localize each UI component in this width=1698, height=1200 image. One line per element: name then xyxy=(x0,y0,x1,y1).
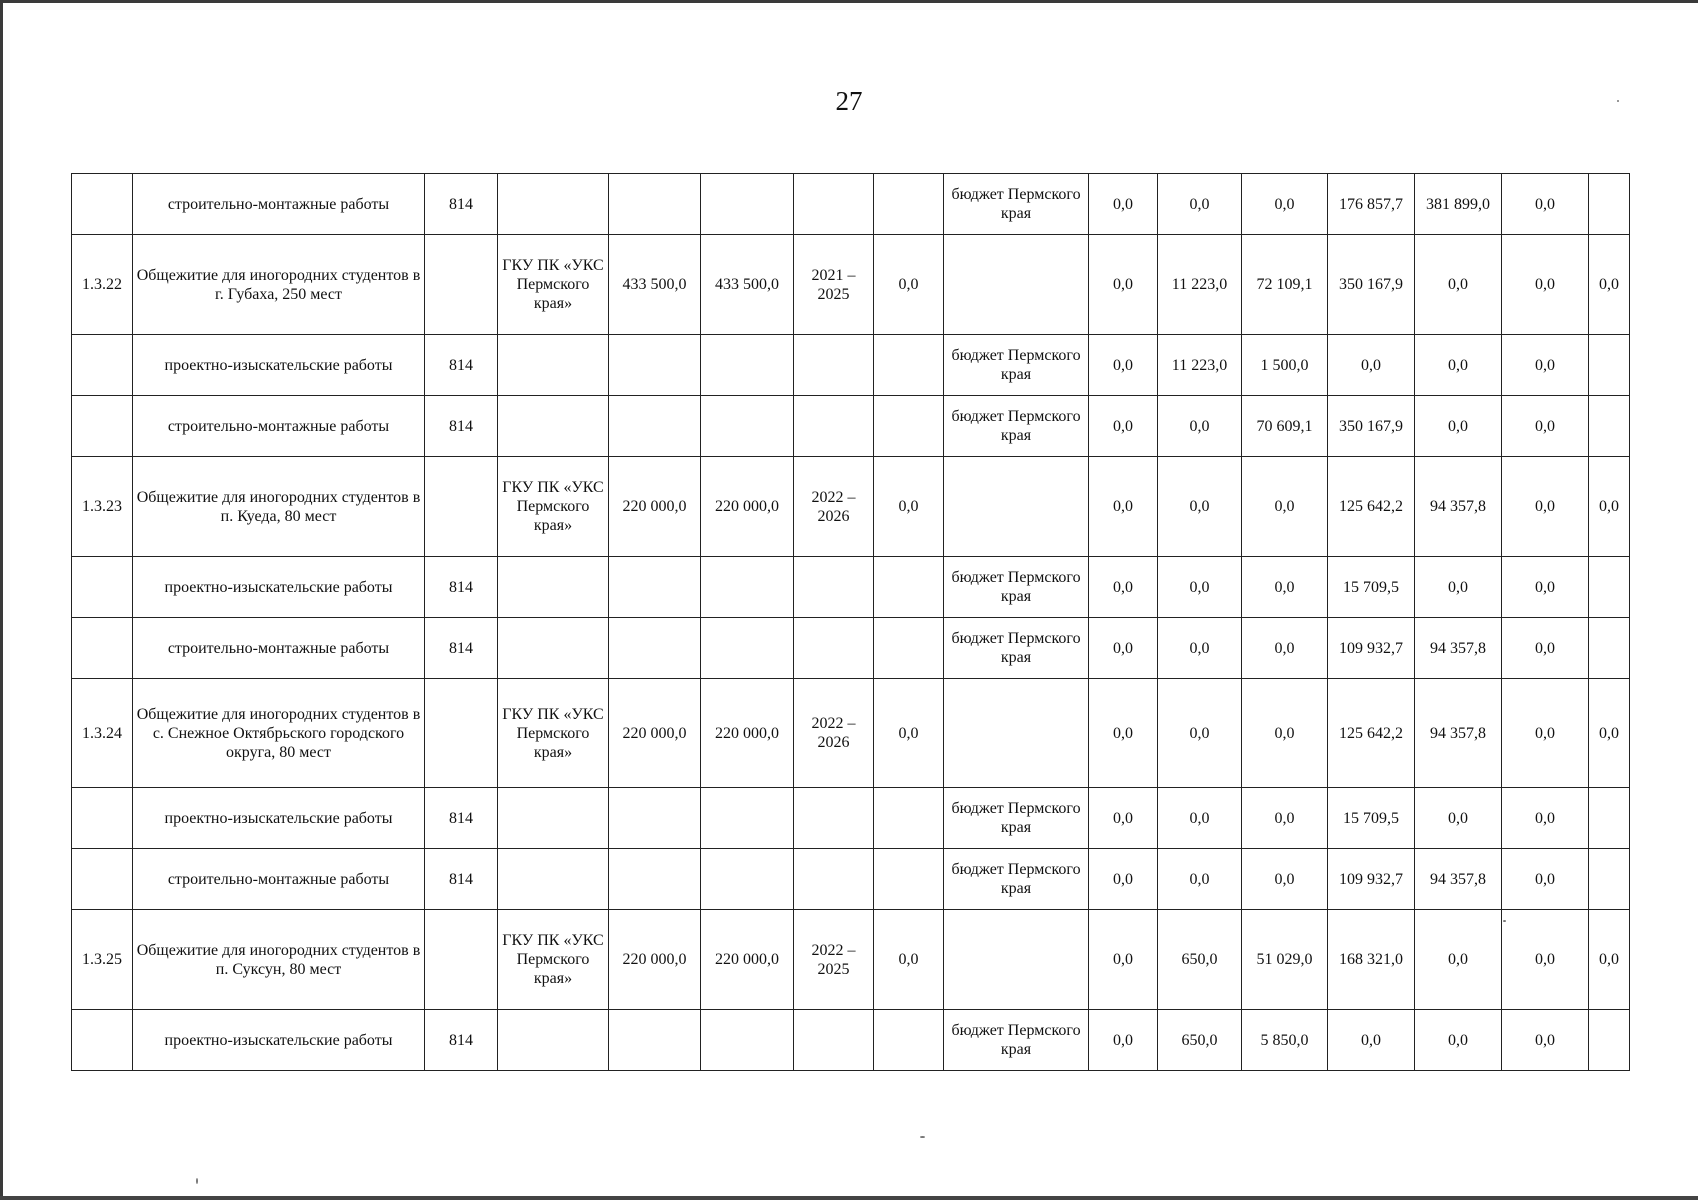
year-amount-cell: 0,0 xyxy=(1415,788,1502,849)
prior-funding-cell xyxy=(874,788,944,849)
year-amount-cell: 176 857,7 xyxy=(1328,174,1415,235)
table-subrow xyxy=(72,788,1630,849)
year-amount-cell: 0,0 xyxy=(1242,788,1328,849)
year-amount-cell: 15 709,5 xyxy=(1328,557,1415,618)
estimated-cost-cell xyxy=(609,788,701,849)
item-name-cell: проектно-изыскательские работы xyxy=(133,788,425,849)
scan-speck xyxy=(920,1136,925,1138)
table-subrow xyxy=(72,335,1630,396)
year-amount-cell: 0,0 xyxy=(1328,1010,1415,1071)
year-amount-cell: 0,0 xyxy=(1502,788,1589,849)
prior-funding-cell xyxy=(874,396,944,457)
table-subrow xyxy=(72,396,1630,457)
period-cell: 2022 – 2025 xyxy=(794,910,874,1010)
year-amount-cell: 0,0 xyxy=(1089,849,1158,910)
year-amount-cell: 0,0 xyxy=(1158,618,1242,679)
period-cell xyxy=(794,335,874,396)
table-row xyxy=(72,235,1630,335)
period-cell xyxy=(794,174,874,235)
year-amount-cell: 0,0 xyxy=(1089,788,1158,849)
year-amount-cell: 0,0 xyxy=(1089,235,1158,335)
period-cell xyxy=(794,788,874,849)
year-amount-cell: 0,0 xyxy=(1415,557,1502,618)
funding-source-cell: бюджет Пермского края xyxy=(944,335,1089,396)
scan-speck xyxy=(196,1178,198,1184)
year-amount-cell: 94 357,8 xyxy=(1415,679,1502,788)
total-cost-cell xyxy=(701,788,794,849)
year-amount-cell: 0,0 xyxy=(1502,849,1589,910)
budget-code-cell xyxy=(425,235,498,335)
total-cost-cell xyxy=(701,396,794,457)
funding-source-cell: бюджет Пермского края xyxy=(944,557,1089,618)
row-number-cell xyxy=(72,335,133,396)
funding-source-cell: бюджет Пермского края xyxy=(944,396,1089,457)
year-amount-cell xyxy=(1589,396,1630,457)
estimated-cost-cell xyxy=(609,849,701,910)
budget-code-cell: 814 xyxy=(425,335,498,396)
total-cost-cell: 220 000,0 xyxy=(701,457,794,557)
year-amount-cell: 125 642,2 xyxy=(1328,457,1415,557)
year-amount-cell: 0,0 xyxy=(1415,910,1502,1010)
year-amount-cell: 11 223,0 xyxy=(1158,235,1242,335)
year-amount-cell: 0,0 xyxy=(1089,557,1158,618)
estimated-cost-cell xyxy=(609,174,701,235)
year-amount-cell: 0,0 xyxy=(1415,335,1502,396)
estimated-cost-cell xyxy=(609,1010,701,1071)
table-subrow xyxy=(72,557,1630,618)
year-amount-cell: 109 932,7 xyxy=(1328,618,1415,679)
period-cell xyxy=(794,849,874,910)
executor-cell xyxy=(498,788,609,849)
total-cost-cell xyxy=(701,1010,794,1071)
year-amount-cell: 0,0 xyxy=(1415,235,1502,335)
year-amount-cell: 72 109,1 xyxy=(1242,235,1328,335)
row-number-cell xyxy=(72,557,133,618)
year-amount-cell: 125 642,2 xyxy=(1328,679,1415,788)
table-row xyxy=(72,679,1630,788)
year-amount-cell xyxy=(1589,557,1630,618)
year-amount-cell: 350 167,9 xyxy=(1328,235,1415,335)
total-cost-cell xyxy=(701,557,794,618)
row-number-cell xyxy=(72,1010,133,1071)
item-name-cell: строительно-монтажные работы xyxy=(133,396,425,457)
year-amount-cell: 0,0 xyxy=(1158,788,1242,849)
year-amount-cell: 0,0 xyxy=(1089,910,1158,1010)
row-number-cell: 1.3.25 xyxy=(72,910,133,1010)
total-cost-cell xyxy=(701,618,794,679)
row-number-cell: 1.3.24 xyxy=(72,679,133,788)
year-amount-cell: 1 500,0 xyxy=(1242,335,1328,396)
item-name-cell: проектно-изыскательские работы xyxy=(133,557,425,618)
year-amount-cell: 168 321,0 xyxy=(1328,910,1415,1010)
period-cell: 2022 – 2026 xyxy=(794,679,874,788)
year-amount-cell: 0,0 xyxy=(1242,849,1328,910)
scan-edge-top xyxy=(0,0,1698,3)
funding-source-cell: бюджет Пермского края xyxy=(944,788,1089,849)
funding-source-cell: бюджет Пермского края xyxy=(944,849,1089,910)
executor-cell xyxy=(498,557,609,618)
item-name-cell: Общежитие для иногородних студентов в г. Губаха, 250 мест xyxy=(133,235,425,335)
year-amount-cell xyxy=(1589,335,1630,396)
year-amount-cell: 0,0 xyxy=(1089,174,1158,235)
scan-speck xyxy=(1503,920,1506,922)
item-name-cell: Общежитие для иногородних студентов в п. Суксун, 80 мест xyxy=(133,910,425,1010)
estimated-cost-cell: 220 000,0 xyxy=(609,457,701,557)
year-amount-cell: 109 932,7 xyxy=(1328,849,1415,910)
year-amount-cell: 0,0 xyxy=(1158,457,1242,557)
year-amount-cell: 0,0 xyxy=(1502,618,1589,679)
estimated-cost-cell xyxy=(609,618,701,679)
budget-code-cell: 814 xyxy=(425,618,498,679)
table-subrow xyxy=(72,618,1630,679)
item-name-cell: проектно-изыскательские работы xyxy=(133,335,425,396)
year-amount-cell: 0,0 xyxy=(1589,910,1630,1010)
year-amount-cell xyxy=(1589,788,1630,849)
row-number-cell xyxy=(72,788,133,849)
budget-code-cell xyxy=(425,457,498,557)
period-cell: 2021 – 2025 xyxy=(794,235,874,335)
prior-funding-cell xyxy=(874,849,944,910)
year-amount-cell: 94 357,8 xyxy=(1415,849,1502,910)
table-row xyxy=(72,457,1630,557)
page-number: 27 xyxy=(835,86,863,116)
budget-code-cell xyxy=(425,910,498,1010)
year-amount-cell: 0,0 xyxy=(1502,235,1589,335)
total-cost-cell: 433 500,0 xyxy=(701,235,794,335)
scan-edge-bottom xyxy=(0,1196,1698,1200)
prior-funding-cell xyxy=(874,1010,944,1071)
year-amount-cell: 0,0 xyxy=(1158,396,1242,457)
year-amount-cell: 0,0 xyxy=(1502,396,1589,457)
year-amount-cell: 0,0 xyxy=(1589,235,1630,335)
year-amount-cell: 0,0 xyxy=(1502,457,1589,557)
year-amount-cell: 0,0 xyxy=(1502,174,1589,235)
item-name-cell: строительно-монтажные работы xyxy=(133,849,425,910)
year-amount-cell: 94 357,8 xyxy=(1415,457,1502,557)
row-number-cell xyxy=(72,618,133,679)
year-amount-cell: 650,0 xyxy=(1158,910,1242,1010)
budget-table xyxy=(71,173,1630,1071)
year-amount-cell: 15 709,5 xyxy=(1328,788,1415,849)
year-amount-cell xyxy=(1589,849,1630,910)
year-amount-cell: 11 223,0 xyxy=(1158,335,1242,396)
total-cost-cell xyxy=(701,335,794,396)
executor-cell: ГКУ ПК «УКС Пермского края» xyxy=(498,235,609,335)
executor-cell xyxy=(498,174,609,235)
year-amount-cell: 0,0 xyxy=(1589,457,1630,557)
total-cost-cell xyxy=(701,174,794,235)
year-amount-cell: 0,0 xyxy=(1328,335,1415,396)
funding-source-cell: бюджет Пермского края xyxy=(944,174,1089,235)
funding-source-cell: бюджет Пермского края xyxy=(944,618,1089,679)
table-subrow xyxy=(72,1010,1630,1071)
table-body xyxy=(72,174,1630,1071)
year-amount-cell: 0,0 xyxy=(1089,1010,1158,1071)
year-amount-cell: 0,0 xyxy=(1158,174,1242,235)
year-amount-cell: 0,0 xyxy=(1502,557,1589,618)
year-amount-cell: 0,0 xyxy=(1089,396,1158,457)
year-amount-cell: 0,0 xyxy=(1502,679,1589,788)
year-amount-cell xyxy=(1589,618,1630,679)
estimated-cost-cell xyxy=(609,557,701,618)
period-cell: 2022 – 2026 xyxy=(794,457,874,557)
budget-code-cell: 814 xyxy=(425,1010,498,1071)
total-cost-cell: 220 000,0 xyxy=(701,910,794,1010)
year-amount-cell: 51 029,0 xyxy=(1242,910,1328,1010)
row-number-cell xyxy=(72,174,133,235)
year-amount-cell: 0,0 xyxy=(1158,679,1242,788)
year-amount-cell: 0,0 xyxy=(1158,849,1242,910)
year-amount-cell xyxy=(1589,1010,1630,1071)
period-cell xyxy=(794,396,874,457)
period-cell xyxy=(794,1010,874,1071)
item-name-cell: Общежитие для иногородних студентов в п. Куеда, 80 мест xyxy=(133,457,425,557)
funding-source-cell: бюджет Пермского края xyxy=(944,1010,1089,1071)
budget-code-cell: 814 xyxy=(425,396,498,457)
year-amount-cell: 350 167,9 xyxy=(1328,396,1415,457)
prior-funding-cell: 0,0 xyxy=(874,679,944,788)
year-amount-cell: 381 899,0 xyxy=(1415,174,1502,235)
executor-cell: ГКУ ПК «УКС Пермского края» xyxy=(498,910,609,1010)
prior-funding-cell xyxy=(874,335,944,396)
estimated-cost-cell: 433 500,0 xyxy=(609,235,701,335)
executor-cell xyxy=(498,335,609,396)
prior-funding-cell: 0,0 xyxy=(874,457,944,557)
year-amount-cell: 0,0 xyxy=(1502,910,1589,1010)
year-amount-cell: 0,0 xyxy=(1415,1010,1502,1071)
estimated-cost-cell xyxy=(609,335,701,396)
prior-funding-cell xyxy=(874,557,944,618)
total-cost-cell: 220 000,0 xyxy=(701,679,794,788)
executor-cell xyxy=(498,396,609,457)
funding-source-cell xyxy=(944,910,1089,1010)
year-amount-cell xyxy=(1589,174,1630,235)
item-name-cell: Общежитие для иногородних студентов в с. Снежное Октябрьского городского округа, 80 мест xyxy=(133,679,425,788)
item-name-cell: строительно-монтажные работы xyxy=(133,618,425,679)
prior-funding-cell xyxy=(874,618,944,679)
prior-funding-cell: 0,0 xyxy=(874,910,944,1010)
estimated-cost-cell: 220 000,0 xyxy=(609,910,701,1010)
row-number-cell xyxy=(72,849,133,910)
funding-source-cell xyxy=(944,679,1089,788)
executor-cell xyxy=(498,849,609,910)
year-amount-cell: 5 850,0 xyxy=(1242,1010,1328,1071)
period-cell xyxy=(794,557,874,618)
year-amount-cell: 650,0 xyxy=(1158,1010,1242,1071)
year-amount-cell: 94 357,8 xyxy=(1415,618,1502,679)
budget-code-cell xyxy=(425,679,498,788)
budget-code-cell: 814 xyxy=(425,557,498,618)
estimated-cost-cell xyxy=(609,396,701,457)
year-amount-cell: 0,0 xyxy=(1242,618,1328,679)
year-amount-cell: 0,0 xyxy=(1089,618,1158,679)
executor-cell xyxy=(498,1010,609,1071)
budget-code-cell: 814 xyxy=(425,849,498,910)
year-amount-cell: 0,0 xyxy=(1415,396,1502,457)
row-number-cell: 1.3.22 xyxy=(72,235,133,335)
funding-source-cell xyxy=(944,235,1089,335)
executor-cell: ГКУ ПК «УКС Пермского края» xyxy=(498,457,609,557)
funding-source-cell xyxy=(944,457,1089,557)
budget-code-cell: 814 xyxy=(425,174,498,235)
year-amount-cell: 0,0 xyxy=(1158,557,1242,618)
executor-cell xyxy=(498,618,609,679)
year-amount-cell: 0,0 xyxy=(1242,679,1328,788)
table-row xyxy=(72,910,1630,1010)
table-subrow xyxy=(72,174,1630,235)
year-amount-cell: 0,0 xyxy=(1089,457,1158,557)
prior-funding-cell xyxy=(874,174,944,235)
year-amount-cell: 0,0 xyxy=(1502,1010,1589,1071)
row-number-cell: 1.3.23 xyxy=(72,457,133,557)
year-amount-cell: 0,0 xyxy=(1242,457,1328,557)
scan-speck xyxy=(1617,100,1619,102)
scan-edge-left xyxy=(0,0,3,1200)
table-subrow xyxy=(72,849,1630,910)
item-name-cell: строительно-монтажные работы xyxy=(133,174,425,235)
item-name-cell: проектно-изыскательские работы xyxy=(133,1010,425,1071)
estimated-cost-cell: 220 000,0 xyxy=(609,679,701,788)
year-amount-cell: 0,0 xyxy=(1242,557,1328,618)
year-amount-cell: 0,0 xyxy=(1502,335,1589,396)
total-cost-cell xyxy=(701,849,794,910)
year-amount-cell: 0,0 xyxy=(1589,679,1630,788)
executor-cell: ГКУ ПК «УКС Пермского края» xyxy=(498,679,609,788)
prior-funding-cell: 0,0 xyxy=(874,235,944,335)
period-cell xyxy=(794,618,874,679)
year-amount-cell: 0,0 xyxy=(1089,335,1158,396)
year-amount-cell: 70 609,1 xyxy=(1242,396,1328,457)
year-amount-cell: 0,0 xyxy=(1242,174,1328,235)
budget-code-cell: 814 xyxy=(425,788,498,849)
year-amount-cell: 0,0 xyxy=(1089,679,1158,788)
row-number-cell xyxy=(72,396,133,457)
